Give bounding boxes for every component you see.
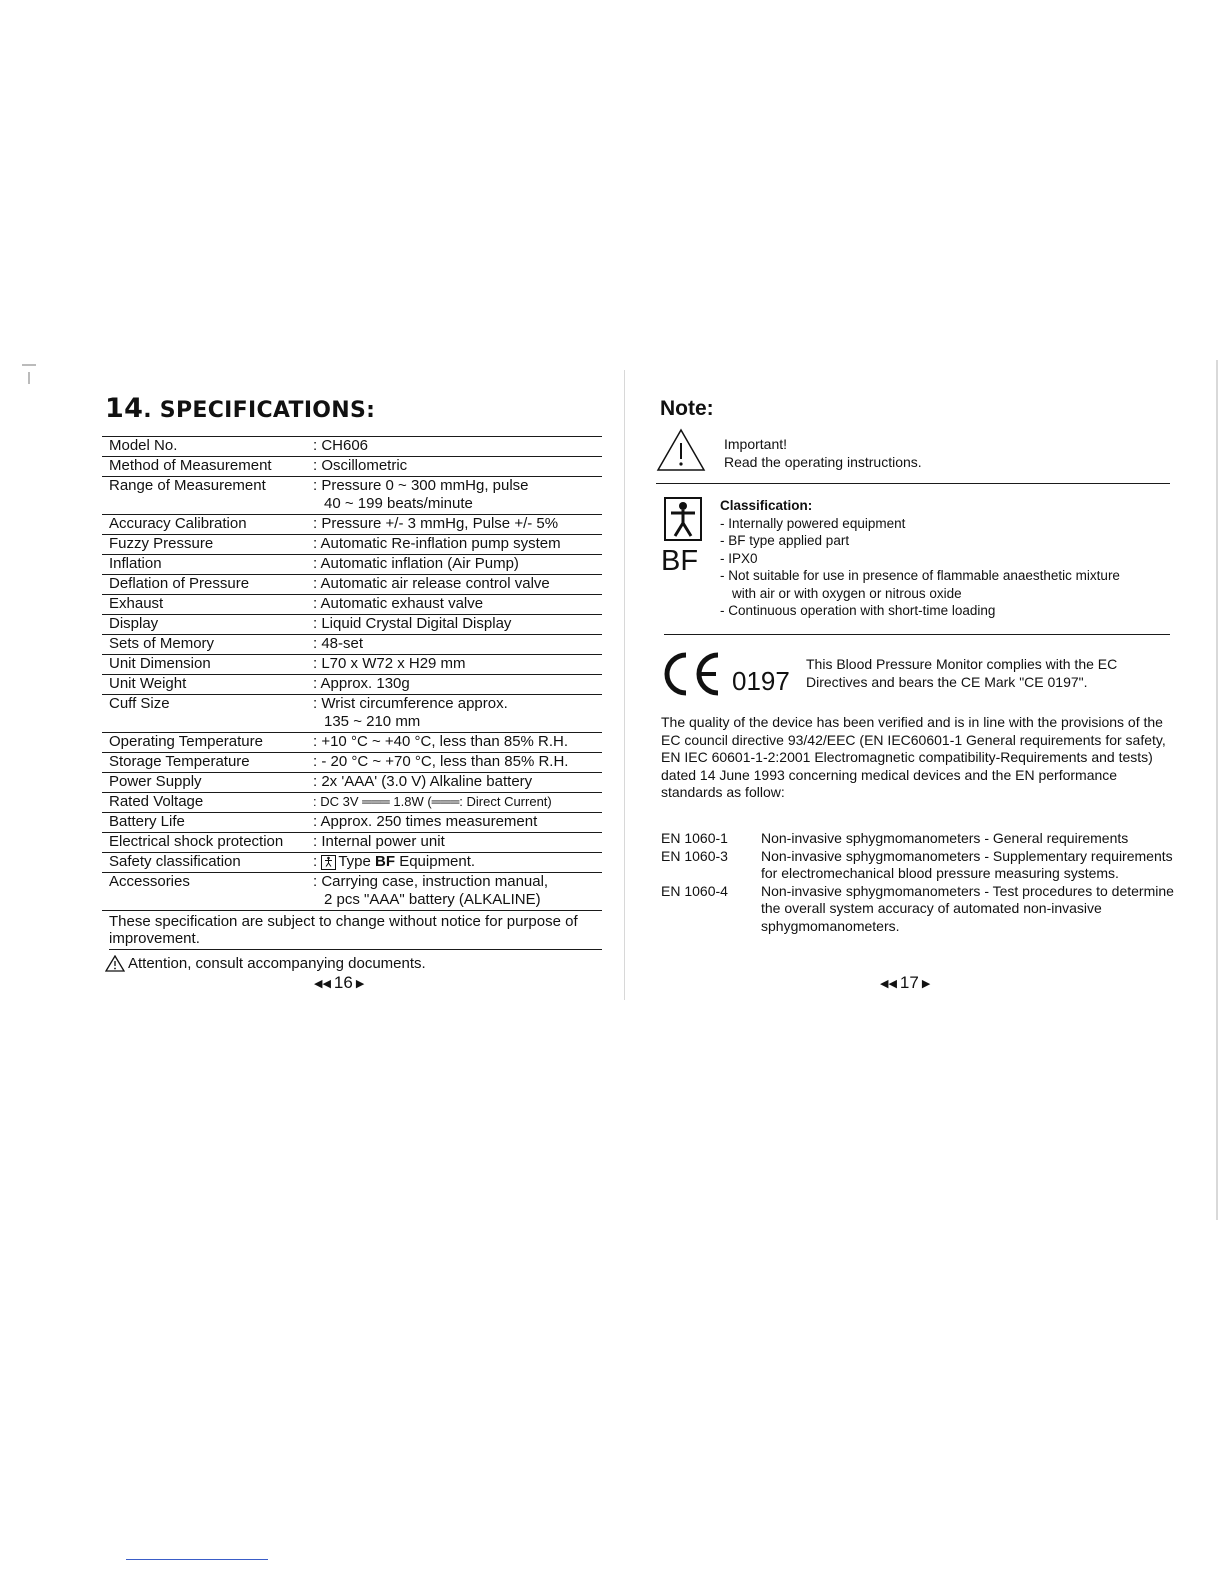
spec-label: Storage Temperature bbox=[102, 753, 311, 773]
spec-row bbox=[102, 753, 602, 773]
spec-row bbox=[102, 575, 602, 595]
standard-desc: Non-invasive sphygmomanometers - General requirements bbox=[761, 830, 1129, 846]
spec-value-continuation: 40 ~ 199 beats/minute bbox=[324, 495, 473, 512]
spec-label: Deflation of Pressure bbox=[102, 575, 311, 595]
spec-table bbox=[102, 436, 602, 911]
arrow-left-icon: ◀◀ bbox=[880, 977, 897, 990]
spec-value-text: : bbox=[313, 853, 322, 870]
spec-label: Safety classification bbox=[102, 853, 311, 873]
spec-value bbox=[311, 853, 602, 873]
spec-value bbox=[311, 515, 602, 535]
spec-value bbox=[311, 477, 602, 515]
spec-label: Cuff Size bbox=[102, 695, 311, 733]
spec-row bbox=[102, 655, 602, 675]
spec-value bbox=[311, 437, 602, 457]
important-text bbox=[724, 435, 922, 471]
classification-item: - BF type applied part bbox=[720, 533, 850, 548]
spec-label: Exhaust bbox=[102, 595, 311, 615]
spec-row bbox=[102, 833, 602, 853]
spec-value-text: : Automatic exhaust valve bbox=[313, 595, 484, 612]
body-figure-icon bbox=[666, 499, 700, 539]
spec-label: Inflation bbox=[102, 555, 311, 575]
spec-label: Power Supply bbox=[102, 773, 311, 793]
spec-value bbox=[311, 793, 602, 813]
spec-value-continuation: 135 ~ 210 mm bbox=[324, 713, 421, 730]
classification-text bbox=[720, 497, 1120, 620]
spec-label: Electrical shock protection bbox=[102, 833, 311, 853]
spec-value-text: : DC 3V ═══ 1.8W (═══: Direct Current) bbox=[313, 794, 552, 809]
spec-row bbox=[102, 457, 602, 477]
spec-value bbox=[311, 535, 602, 555]
classification-item: with air or with oxygen or nitrous oxide bbox=[732, 585, 962, 601]
spec-notice: These specification are subject to change without notice for purpose of improvement. bbox=[109, 913, 602, 950]
spec-label: Battery Life bbox=[102, 813, 311, 833]
attention-text: Attention, consult accompanying documents. bbox=[128, 955, 426, 972]
bf-label: BF bbox=[661, 545, 699, 577]
spec-value bbox=[311, 457, 602, 477]
spec-row bbox=[102, 813, 602, 833]
spec-value bbox=[311, 655, 602, 675]
right-page bbox=[612, 0, 1224, 1584]
classification-block bbox=[661, 497, 1170, 635]
attention-line bbox=[105, 955, 426, 972]
section-title bbox=[105, 393, 375, 424]
spec-row bbox=[102, 595, 602, 615]
spec-row bbox=[102, 615, 602, 635]
spec-value-text: : Pressure +/- 3 mmHg, Pulse +/- 5% bbox=[313, 515, 559, 532]
spec-value-text: : 2x 'AAA' (3.0 V) Alkaline battery bbox=[313, 773, 533, 790]
note-title: Note: bbox=[660, 397, 714, 420]
classification-item: - Continuous operation with short-time loading bbox=[720, 603, 996, 618]
spec-value bbox=[311, 635, 602, 655]
page-number-text: 17 bbox=[899, 973, 919, 992]
spec-row bbox=[102, 477, 602, 515]
classification-item: - Not suitable for use in presence of flammable anaesthetic mixture bbox=[720, 568, 1120, 583]
spec-value-text: : Approx. 250 times measurement bbox=[313, 813, 538, 830]
spec-row bbox=[102, 853, 602, 873]
spec-value-text: : 48-set bbox=[313, 635, 364, 652]
spec-value-type: Type bbox=[338, 853, 376, 870]
standards-list bbox=[661, 830, 1181, 935]
spec-row bbox=[102, 873, 602, 911]
standard-row bbox=[661, 848, 1181, 883]
ce-line-1: This Blood Pressure Monitor complies with the EC bbox=[806, 656, 1118, 672]
ce-line-2: Directives and bears the CE Mark "CE 0197". bbox=[806, 674, 1088, 690]
arrow-left-icon: ◀◀ bbox=[314, 977, 331, 990]
classification-item: - Internally powered equipment bbox=[720, 515, 906, 531]
spec-label: Rated Voltage bbox=[102, 793, 311, 813]
spec-value-text: : Pressure 0 ~ 300 mmHg, pulse bbox=[313, 477, 529, 494]
spec-value bbox=[311, 675, 602, 695]
spec-value-end: Equipment. bbox=[395, 853, 476, 870]
important-line-1: Important! bbox=[724, 436, 788, 452]
spec-value-text: : Carrying case, instruction manual, bbox=[313, 873, 549, 890]
spec-label: Unit Weight bbox=[102, 675, 311, 695]
spec-label: Operating Temperature bbox=[102, 733, 311, 753]
spec-value-bf: BF bbox=[375, 853, 396, 870]
spec-value bbox=[311, 695, 602, 733]
spec-value bbox=[311, 813, 602, 833]
standard-code: EN 1060-4 bbox=[661, 882, 728, 899]
spec-value-text: : Internal power unit bbox=[313, 833, 445, 850]
spec-row bbox=[102, 515, 602, 535]
spec-row bbox=[102, 773, 602, 793]
spec-value bbox=[311, 773, 602, 793]
spec-value-text: : CH606 bbox=[313, 437, 369, 454]
classification-item: - IPX0 bbox=[720, 550, 758, 566]
spec-label: Range of Measurement bbox=[102, 477, 311, 515]
important-line-2: Read the operating instructions. bbox=[724, 454, 922, 470]
spec-row bbox=[102, 437, 602, 457]
spec-value-text: : Wrist circumference approx. bbox=[313, 695, 508, 712]
spec-value bbox=[311, 595, 602, 615]
spec-value-text: : Oscillometric bbox=[313, 457, 408, 474]
spec-row bbox=[102, 695, 602, 733]
ce-block bbox=[656, 648, 1170, 703]
ce-text bbox=[806, 655, 1117, 691]
arrow-right-icon: ▶ bbox=[355, 977, 365, 990]
quality-paragraph: The quality of the device has been verified and is in line with the provisions of the EC council directive 93/42/EEC (EN IEC60601-1 General requirements for safety, EN IEC 60601-1-2:2001 Electromagnetic compatibility-Requirements and tests) dated 14 June 1993 concerning medical devices and the EN performance standards as follow: bbox=[661, 714, 1166, 800]
spec-value bbox=[311, 615, 602, 635]
bf-person-icon bbox=[664, 497, 702, 541]
spec-row bbox=[102, 675, 602, 695]
spec-value bbox=[311, 873, 602, 911]
arrow-right-icon: ▶ bbox=[921, 977, 931, 990]
spec-value-continuation: 2 pcs "AAA" battery (ALKALINE) bbox=[324, 891, 541, 908]
spec-value-text: : +10 °C ~ +40 °C, less than 85% R.H. bbox=[313, 733, 569, 750]
ce-number: 0197 bbox=[732, 666, 790, 696]
standard-code: EN 1060-3 bbox=[661, 847, 728, 864]
page-number-17 bbox=[880, 973, 930, 993]
spec-value-text: : Liquid Crystal Digital Display bbox=[313, 615, 512, 632]
spec-label: Method of Measurement bbox=[102, 457, 311, 477]
spec-value bbox=[311, 733, 602, 753]
spec-label: Display bbox=[102, 615, 311, 635]
spec-value-text: : - 20 °C ~ +70 °C, less than 85% R.H. bbox=[313, 753, 569, 770]
spec-row bbox=[102, 535, 602, 555]
bf-person-icon bbox=[321, 855, 336, 870]
spec-value bbox=[311, 753, 602, 773]
warning-triangle-icon bbox=[105, 955, 125, 972]
page-number-text: 16 bbox=[333, 973, 353, 992]
spec-value bbox=[311, 833, 602, 853]
spec-value-text: : Automatic air release control valve bbox=[313, 575, 550, 592]
spec-value-text: : Automatic Re-inflation pump system bbox=[313, 535, 561, 552]
standard-desc: Non-invasive sphygmomanometers - Supplementary requirements for electromechanical blood pressure measuring systems. bbox=[761, 847, 1173, 881]
standard-row bbox=[661, 883, 1181, 936]
spec-label: Unit Dimension bbox=[102, 655, 311, 675]
spec-label: Accuracy Calibration bbox=[102, 515, 311, 535]
standard-desc: Non-invasive sphygmomanometers - Test procedures to determine the overall system accuracy of automated non-invasive sphygmomanometers. bbox=[761, 882, 1174, 934]
spec-value bbox=[311, 555, 602, 575]
standard-code: EN 1060-1 bbox=[661, 830, 728, 846]
spec-row bbox=[102, 733, 602, 753]
spec-row bbox=[102, 555, 602, 575]
page-number-16 bbox=[314, 973, 364, 993]
classification-heading: Classification: bbox=[720, 498, 813, 513]
spec-value-text: : L70 x W72 x H29 mm bbox=[313, 655, 466, 672]
spec-label: Accessories bbox=[102, 873, 311, 911]
spec-value-text: : Approx. 130g bbox=[313, 675, 410, 692]
spec-value-text: : Automatic inflation (Air Pump) bbox=[313, 555, 519, 572]
spec-label: Sets of Memory bbox=[102, 635, 311, 655]
spec-label: Model No. bbox=[102, 437, 311, 457]
warning-triangle-icon bbox=[656, 428, 706, 472]
ce-mark-icon bbox=[656, 648, 728, 700]
section-number: 14 bbox=[105, 393, 144, 424]
standard-row bbox=[661, 830, 1181, 848]
spec-label: Fuzzy Pressure bbox=[102, 535, 311, 555]
spec-row bbox=[102, 793, 602, 813]
spec-value bbox=[311, 575, 602, 595]
section-title-text: . SPECIFICATIONS: bbox=[143, 398, 376, 423]
spec-row bbox=[102, 635, 602, 655]
important-block bbox=[656, 428, 1170, 484]
